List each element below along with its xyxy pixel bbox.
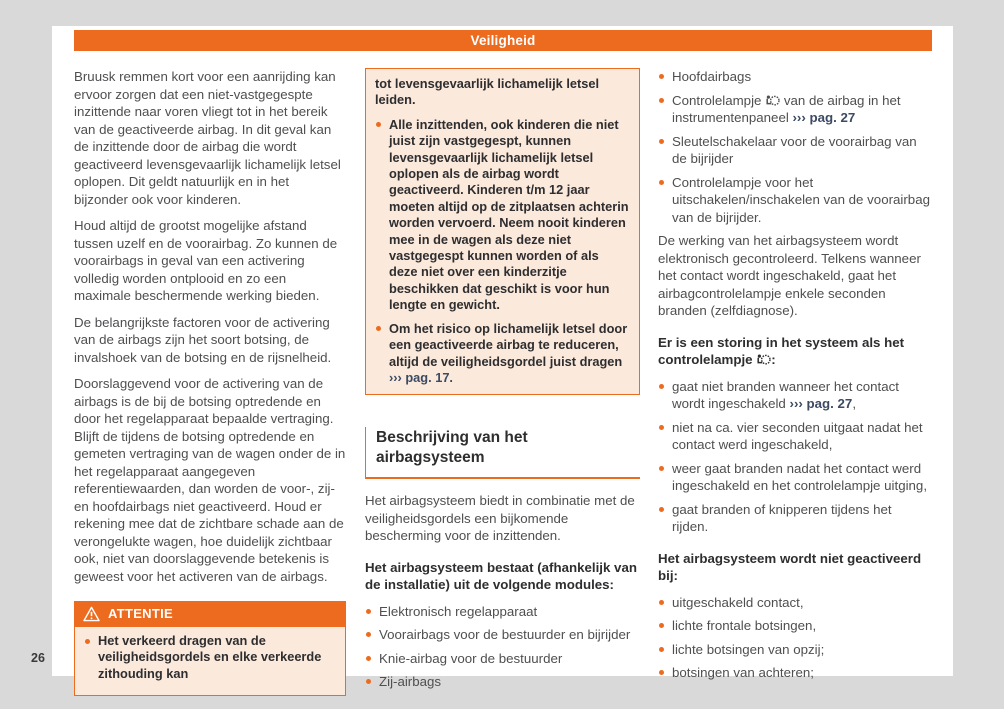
module-list xyxy=(365,603,640,691)
list-item: Hoofdairbags xyxy=(658,68,931,86)
right-column xyxy=(658,68,931,688)
lead-in-heading: Het airbagsysteem bestaat (afhankelijk van de installatie) uit de volgende modules: xyxy=(365,559,637,593)
list-item: gaat branden of knipperen tijdens het rijden. xyxy=(658,501,931,536)
warning-continuation-box xyxy=(365,68,640,395)
list-item: niet na ca. vier seconden uitgaat nadat het contact werd ingeschakeld, xyxy=(658,419,931,454)
list-item: botsingen van achteren; xyxy=(658,664,931,682)
page-number: 26 xyxy=(31,651,45,665)
page-reference-link[interactable]: ››› pag. 27 xyxy=(792,110,856,125)
warning-item: Alle inzittenden, ook kinderen die niet juist zijn vastgegespt, kunnen levensgevaarlijk lichamelijk letsel oplopen als de airbag wordt geactiveerd. Kinderen t/m 12 jaar moeten altijd op de zitplaatsen achterin worden vervoerd. Neem nooit kinderen mee in de wagen als deze niet vastgegespt kunnen worden of als deze niet over een kinderzitje beschikken dat geschikt is voor hun lengte en gewicht. xyxy=(375,117,630,314)
paragraph: Doorslaggevend voor de activering van de airbags is de bij de botsing optredende en door het regelapparaat bepaalde vertraging. Blijft de tijdens de botsing optredende en gemeten vertraging van de wagen onder de in het regelapparaat aangegeven referentiewaarden, dan worden de voor-, zij- en hoofdairbags niet geactiveerd. Houd er rekening mee dat de zichtbare schade aan de verongelukte wagen, hoe duidelijk zichtbaar ook, niet van doorslaggevende betekenis is geweest voor het activeren van de airbags. xyxy=(74,376,346,584)
list-item: uitgeschakeld contact, xyxy=(658,594,931,612)
list-item: Voorairbags voor de bestuurder en bijrijder xyxy=(365,626,640,644)
list-item: Controlelampje van de airbag in het instrumentenpaneel ››› pag. 27 xyxy=(658,92,931,127)
warning-intro: tot levensgevaarlijk lichamelijk letsel leiden. xyxy=(375,76,600,108)
list-item: Elektronisch regelapparaat xyxy=(365,603,640,621)
page-reference-link[interactable]: ››› pag. 27 xyxy=(789,396,853,411)
chapter-header-bar xyxy=(74,30,932,51)
list-item: lichte frontale botsingen, xyxy=(658,617,931,635)
attention-box-title: ATTENTIE xyxy=(108,606,173,622)
fault-condition-heading: Er is een storing in het systeem als het controlelampje : xyxy=(658,334,905,367)
left-column xyxy=(74,68,346,696)
inactive-condition-list xyxy=(658,594,931,682)
middle-column xyxy=(365,68,640,697)
airbag-warning-lamp-icon xyxy=(765,93,780,108)
list-item: lichte botsingen van opzij; xyxy=(658,641,931,659)
airbag-warning-lamp-icon xyxy=(756,352,771,367)
list-item: Sleutelschakelaar voor de voorairbag van de bijrijder xyxy=(658,133,931,168)
warning-item: Het verkeerd dragen van de veiligheidsgordels en elke verkeerde zithouding kan xyxy=(84,633,336,682)
inactive-condition-heading: Het airbagsysteem wordt niet geactiveerd bij: xyxy=(658,550,922,583)
paragraph: De werking van het airbagsysteem wordt elektronisch gecontroleerd. Telkens wanneer het contact wordt ingeschakeld, gaat het airbagcontrolelampje enkele seconden branden (zelfdiagnose). xyxy=(658,233,921,318)
list-item: Knie-airbag voor de bestuurder xyxy=(365,650,640,668)
attention-warning-box xyxy=(74,601,346,696)
list-item: Controlelampje voor het uitschakelen/inschakelen van de voorairbag van de bijrijder. xyxy=(658,174,931,227)
warning-triangle-icon xyxy=(83,606,100,622)
chapter-title: Veiligheid xyxy=(470,33,536,48)
warning-item: Om het risico op lichamelijk letsel door een geactiveerde airbag te reduceren, altijd de veiligheidsgordel juist dragen ››› pag. 17. xyxy=(375,321,630,387)
paragraph: Het airbagsysteem biedt in combinatie met de veiligheidsgordels een bijkomende bescherming voor de inzittenden. xyxy=(365,493,635,544)
fault-condition-list xyxy=(658,378,931,536)
paragraph: Bruusk remmen kort voor een aanrijding kan ervoor zorgen dat een niet-vastgegespte inzittende naar voren vliegt tot in het bereik van de geactiveerde airbag. In dit geval kan de inzittende door de airbag die wordt geactiveerd levensgevaarlijk lichamelijk letsel oplopen. Dit geldt natuurlijk en in het bijzonder ook voor kinderen. xyxy=(74,69,341,207)
section-heading: Beschrijving van het airbagsysteem xyxy=(365,427,640,479)
attention-box-header xyxy=(74,601,346,627)
page-reference-link[interactable]: ››› pag. 17. xyxy=(389,369,453,385)
list-item: gaat niet branden wanneer het contact wordt ingeschakeld ››› pag. 27, xyxy=(658,378,931,413)
paragraph: Houd altijd de grootst mogelijke afstand tussen uzelf en de voorairbag. Zo kunnen de voorairbags in geval van een activering volledig worden ontplooid en zo een maximale beschermende werking bieden. xyxy=(74,218,338,303)
module-list-continued xyxy=(658,68,931,226)
attention-box-body xyxy=(74,627,346,696)
list-item: weer gaat branden nadat het contact werd ingeschakeld en het controlelampje uitging, xyxy=(658,460,931,495)
list-item: Zij-airbags xyxy=(365,673,640,691)
paragraph: De belangrijkste factoren voor de activering van de airbags zijn het soort botsing, de invalshoek van de botsing en de rijsnelheid. xyxy=(74,314,332,365)
